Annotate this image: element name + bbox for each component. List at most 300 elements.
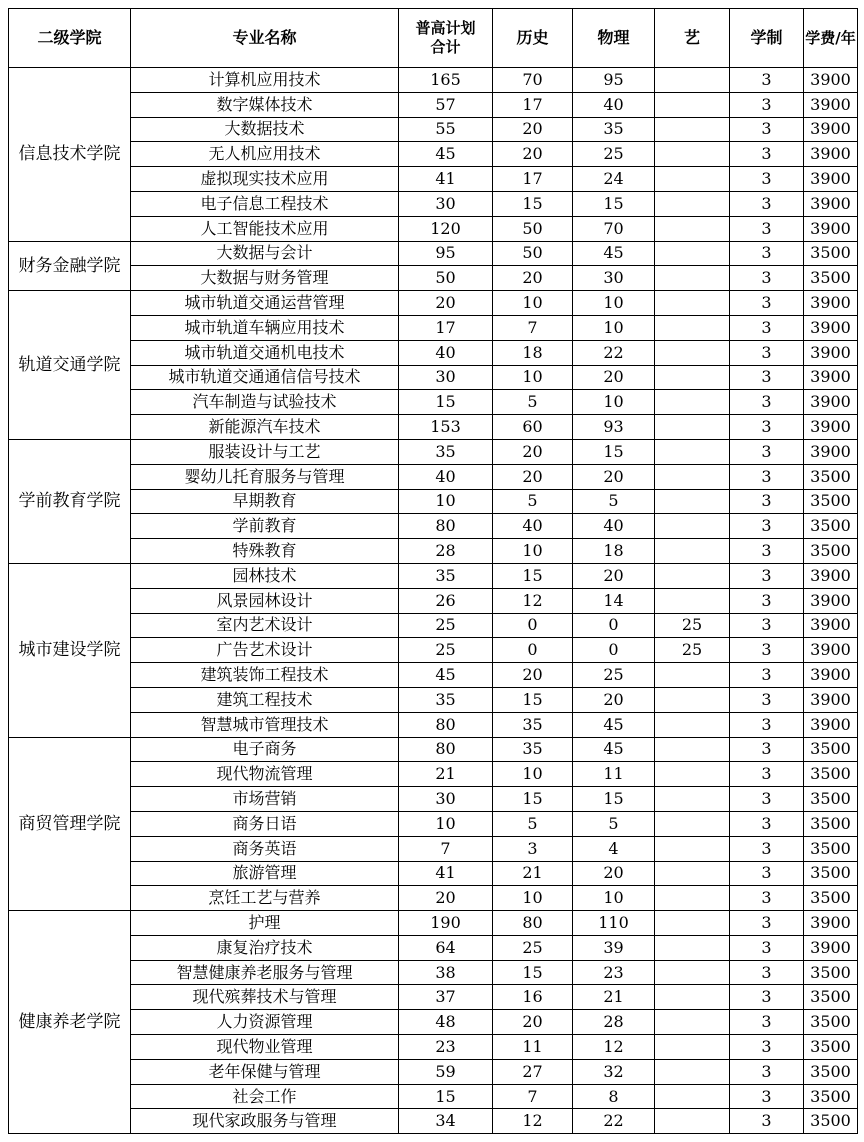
duration-cell: 3 bbox=[730, 935, 804, 960]
header-history: 历史 bbox=[493, 9, 573, 68]
major-cell: 老年保健与管理 bbox=[131, 1059, 399, 1084]
art-cell bbox=[655, 1059, 730, 1084]
history-cell: 35 bbox=[493, 712, 573, 737]
art-cell: 25 bbox=[655, 638, 730, 663]
duration-cell: 3 bbox=[730, 439, 804, 464]
table-row bbox=[9, 613, 858, 638]
tuition-cell: 3900 bbox=[804, 390, 858, 415]
art-cell bbox=[655, 464, 730, 489]
plan-total-cell: 10 bbox=[399, 489, 493, 514]
major-cell: 大数据技术 bbox=[131, 117, 399, 142]
table-row bbox=[9, 1059, 858, 1084]
history-cell: 25 bbox=[493, 935, 573, 960]
plan-total-cell: 26 bbox=[399, 588, 493, 613]
history-cell: 70 bbox=[493, 68, 573, 93]
physics-cell: 25 bbox=[573, 142, 655, 167]
art-cell bbox=[655, 960, 730, 985]
history-cell: 11 bbox=[493, 1035, 573, 1060]
plan-total-cell: 37 bbox=[399, 985, 493, 1010]
plan-total-cell: 165 bbox=[399, 68, 493, 93]
tuition-cell: 3900 bbox=[804, 663, 858, 688]
art-cell bbox=[655, 142, 730, 167]
duration-cell: 3 bbox=[730, 836, 804, 861]
physics-cell: 40 bbox=[573, 92, 655, 117]
plan-total-cell: 15 bbox=[399, 1084, 493, 1109]
tuition-cell: 3900 bbox=[804, 216, 858, 241]
art-cell bbox=[655, 167, 730, 192]
tuition-cell: 3500 bbox=[804, 1084, 858, 1109]
tuition-cell: 3500 bbox=[804, 241, 858, 266]
physics-cell: 5 bbox=[573, 811, 655, 836]
tuition-cell: 3900 bbox=[804, 365, 858, 390]
art-cell bbox=[655, 563, 730, 588]
plan-total-cell: 80 bbox=[399, 514, 493, 539]
plan-total-cell: 120 bbox=[399, 216, 493, 241]
duration-cell: 3 bbox=[730, 663, 804, 688]
art-cell bbox=[655, 1035, 730, 1060]
art-cell bbox=[655, 489, 730, 514]
header-major: 专业名称 bbox=[131, 9, 399, 68]
physics-cell: 35 bbox=[573, 117, 655, 142]
duration-cell: 3 bbox=[730, 638, 804, 663]
duration-cell: 3 bbox=[730, 960, 804, 985]
history-cell: 27 bbox=[493, 1059, 573, 1084]
plan-total-cell: 21 bbox=[399, 762, 493, 787]
major-cell: 汽车制造与试验技术 bbox=[131, 390, 399, 415]
major-cell: 城市轨道交通通信信号技术 bbox=[131, 365, 399, 390]
art-cell bbox=[655, 861, 730, 886]
table-row bbox=[9, 514, 858, 539]
art-cell bbox=[655, 687, 730, 712]
major-cell: 大数据与财务管理 bbox=[131, 266, 399, 291]
physics-cell: 10 bbox=[573, 315, 655, 340]
history-cell: 20 bbox=[493, 142, 573, 167]
duration-cell: 3 bbox=[730, 191, 804, 216]
table-row bbox=[9, 762, 858, 787]
art-cell bbox=[655, 836, 730, 861]
header-art: 艺 bbox=[655, 9, 730, 68]
physics-cell: 18 bbox=[573, 539, 655, 564]
history-cell: 10 bbox=[493, 886, 573, 911]
tuition-cell: 3500 bbox=[804, 811, 858, 836]
major-cell: 城市轨道交通机电技术 bbox=[131, 340, 399, 365]
duration-cell: 3 bbox=[730, 712, 804, 737]
history-cell: 12 bbox=[493, 588, 573, 613]
history-cell: 5 bbox=[493, 811, 573, 836]
college-cell: 城市建设学院 bbox=[9, 563, 131, 737]
physics-cell: 15 bbox=[573, 439, 655, 464]
physics-cell: 39 bbox=[573, 935, 655, 960]
duration-cell: 3 bbox=[730, 68, 804, 93]
history-cell: 20 bbox=[493, 663, 573, 688]
history-cell: 80 bbox=[493, 911, 573, 936]
plan-total-cell: 50 bbox=[399, 266, 493, 291]
plan-total-cell: 40 bbox=[399, 464, 493, 489]
art-cell bbox=[655, 291, 730, 316]
table-row bbox=[9, 539, 858, 564]
table-row bbox=[9, 464, 858, 489]
duration-cell: 3 bbox=[730, 762, 804, 787]
history-cell: 50 bbox=[493, 216, 573, 241]
physics-cell: 0 bbox=[573, 638, 655, 663]
tuition-cell: 3500 bbox=[804, 464, 858, 489]
tuition-cell: 3900 bbox=[804, 68, 858, 93]
table-row bbox=[9, 687, 858, 712]
table-row bbox=[9, 167, 858, 192]
duration-cell: 3 bbox=[730, 241, 804, 266]
duration-cell: 3 bbox=[730, 167, 804, 192]
plan-total-cell: 59 bbox=[399, 1059, 493, 1084]
art-cell bbox=[655, 811, 730, 836]
table-row bbox=[9, 191, 858, 216]
art-cell bbox=[655, 365, 730, 390]
physics-cell: 45 bbox=[573, 241, 655, 266]
physics-cell: 21 bbox=[573, 985, 655, 1010]
table-row bbox=[9, 92, 858, 117]
plan-total-cell: 80 bbox=[399, 712, 493, 737]
table-row bbox=[9, 985, 858, 1010]
header-plan-total bbox=[399, 9, 493, 68]
tuition-cell: 3900 bbox=[804, 439, 858, 464]
table-row bbox=[9, 315, 858, 340]
major-cell: 现代家政服务与管理 bbox=[131, 1109, 399, 1134]
table-row bbox=[9, 836, 858, 861]
tuition-cell: 3500 bbox=[804, 787, 858, 812]
art-cell bbox=[655, 68, 730, 93]
tuition-cell: 3500 bbox=[804, 1010, 858, 1035]
header-plan-line1: 普高计划 bbox=[415, 19, 476, 37]
physics-cell: 110 bbox=[573, 911, 655, 936]
history-cell: 40 bbox=[493, 514, 573, 539]
college-cell: 商贸管理学院 bbox=[9, 737, 131, 911]
header-physics: 物理 bbox=[573, 9, 655, 68]
art-cell bbox=[655, 191, 730, 216]
major-cell: 城市轨道车辆应用技术 bbox=[131, 315, 399, 340]
tuition-cell: 3900 bbox=[804, 638, 858, 663]
table-row bbox=[9, 241, 858, 266]
plan-total-cell: 10 bbox=[399, 811, 493, 836]
college-cell: 学前教育学院 bbox=[9, 439, 131, 563]
plan-total-cell: 30 bbox=[399, 787, 493, 812]
major-cell: 市场营销 bbox=[131, 787, 399, 812]
physics-cell: 15 bbox=[573, 191, 655, 216]
history-cell: 17 bbox=[493, 167, 573, 192]
duration-cell: 3 bbox=[730, 811, 804, 836]
plan-total-cell: 35 bbox=[399, 439, 493, 464]
art-cell bbox=[655, 415, 730, 440]
duration-cell: 3 bbox=[730, 291, 804, 316]
table-row bbox=[9, 935, 858, 960]
major-cell: 智慧城市管理技术 bbox=[131, 712, 399, 737]
duration-cell: 3 bbox=[730, 787, 804, 812]
duration-cell: 3 bbox=[730, 563, 804, 588]
college-cell: 财务金融学院 bbox=[9, 241, 131, 291]
history-cell: 10 bbox=[493, 291, 573, 316]
plan-total-cell: 95 bbox=[399, 241, 493, 266]
history-cell: 35 bbox=[493, 737, 573, 762]
history-cell: 20 bbox=[493, 117, 573, 142]
art-cell bbox=[655, 92, 730, 117]
history-cell: 18 bbox=[493, 340, 573, 365]
major-cell: 商务日语 bbox=[131, 811, 399, 836]
table-row bbox=[9, 886, 858, 911]
major-cell: 特殊教育 bbox=[131, 539, 399, 564]
table-row bbox=[9, 712, 858, 737]
major-cell: 婴幼儿托育服务与管理 bbox=[131, 464, 399, 489]
header-row bbox=[9, 9, 858, 68]
duration-cell: 3 bbox=[730, 415, 804, 440]
plan-total-cell: 190 bbox=[399, 911, 493, 936]
college-cell: 健康养老学院 bbox=[9, 911, 131, 1134]
plan-total-cell: 34 bbox=[399, 1109, 493, 1134]
physics-cell: 15 bbox=[573, 787, 655, 812]
history-cell: 17 bbox=[493, 92, 573, 117]
major-cell: 商务英语 bbox=[131, 836, 399, 861]
table-row bbox=[9, 1084, 858, 1109]
plan-total-cell: 35 bbox=[399, 687, 493, 712]
plan-total-cell: 38 bbox=[399, 960, 493, 985]
table-row bbox=[9, 68, 858, 93]
major-cell: 大数据与会计 bbox=[131, 241, 399, 266]
history-cell: 15 bbox=[493, 191, 573, 216]
duration-cell: 3 bbox=[730, 588, 804, 613]
plan-total-cell: 35 bbox=[399, 563, 493, 588]
plan-total-cell: 23 bbox=[399, 1035, 493, 1060]
duration-cell: 3 bbox=[730, 117, 804, 142]
enrollment-plan-table bbox=[8, 8, 858, 1134]
duration-cell: 3 bbox=[730, 390, 804, 415]
physics-cell: 11 bbox=[573, 762, 655, 787]
table-row bbox=[9, 340, 858, 365]
physics-cell: 14 bbox=[573, 588, 655, 613]
history-cell: 10 bbox=[493, 762, 573, 787]
tuition-cell: 3900 bbox=[804, 142, 858, 167]
history-cell: 15 bbox=[493, 687, 573, 712]
table-row bbox=[9, 588, 858, 613]
physics-cell: 20 bbox=[573, 464, 655, 489]
art-cell bbox=[655, 266, 730, 291]
plan-total-cell: 7 bbox=[399, 836, 493, 861]
duration-cell: 3 bbox=[730, 911, 804, 936]
duration-cell: 3 bbox=[730, 886, 804, 911]
table-row bbox=[9, 365, 858, 390]
table-row bbox=[9, 638, 858, 663]
table-row bbox=[9, 663, 858, 688]
art-cell bbox=[655, 737, 730, 762]
major-cell: 室内艺术设计 bbox=[131, 613, 399, 638]
major-cell: 康复治疗技术 bbox=[131, 935, 399, 960]
table-row bbox=[9, 142, 858, 167]
history-cell: 0 bbox=[493, 638, 573, 663]
header-college: 二级学院 bbox=[9, 9, 131, 68]
physics-cell: 22 bbox=[573, 340, 655, 365]
header-tuition: 学费/年 bbox=[804, 9, 858, 68]
tuition-cell: 3900 bbox=[804, 167, 858, 192]
history-cell: 3 bbox=[493, 836, 573, 861]
tuition-cell: 3900 bbox=[804, 687, 858, 712]
duration-cell: 3 bbox=[730, 340, 804, 365]
history-cell: 12 bbox=[493, 1109, 573, 1134]
table-header bbox=[9, 9, 858, 68]
history-cell: 10 bbox=[493, 539, 573, 564]
header-duration: 学制 bbox=[730, 9, 804, 68]
plan-total-cell: 153 bbox=[399, 415, 493, 440]
art-cell bbox=[655, 588, 730, 613]
duration-cell: 3 bbox=[730, 1059, 804, 1084]
tuition-cell: 3500 bbox=[804, 861, 858, 886]
physics-cell: 4 bbox=[573, 836, 655, 861]
duration-cell: 3 bbox=[730, 514, 804, 539]
major-cell: 服装设计与工艺 bbox=[131, 439, 399, 464]
history-cell: 7 bbox=[493, 1084, 573, 1109]
table-row bbox=[9, 489, 858, 514]
physics-cell: 8 bbox=[573, 1084, 655, 1109]
plan-total-cell: 41 bbox=[399, 167, 493, 192]
art-cell bbox=[655, 911, 730, 936]
table-row bbox=[9, 291, 858, 316]
plan-total-cell: 25 bbox=[399, 613, 493, 638]
physics-cell: 30 bbox=[573, 266, 655, 291]
major-cell: 社会工作 bbox=[131, 1084, 399, 1109]
tuition-cell: 3900 bbox=[804, 613, 858, 638]
duration-cell: 3 bbox=[730, 1084, 804, 1109]
table-row bbox=[9, 960, 858, 985]
tuition-cell: 3500 bbox=[804, 1109, 858, 1134]
major-cell: 城市轨道交通运营管理 bbox=[131, 291, 399, 316]
table-row bbox=[9, 911, 858, 936]
duration-cell: 3 bbox=[730, 315, 804, 340]
major-cell: 护理 bbox=[131, 911, 399, 936]
table-row bbox=[9, 1010, 858, 1035]
tuition-cell: 3500 bbox=[804, 539, 858, 564]
major-cell: 建筑装饰工程技术 bbox=[131, 663, 399, 688]
duration-cell: 3 bbox=[730, 92, 804, 117]
physics-cell: 0 bbox=[573, 613, 655, 638]
duration-cell: 3 bbox=[730, 142, 804, 167]
duration-cell: 3 bbox=[730, 365, 804, 390]
major-cell: 智慧健康养老服务与管理 bbox=[131, 960, 399, 985]
history-cell: 5 bbox=[493, 390, 573, 415]
art-cell bbox=[655, 663, 730, 688]
history-cell: 60 bbox=[493, 415, 573, 440]
art-cell bbox=[655, 390, 730, 415]
table-row bbox=[9, 216, 858, 241]
physics-cell: 10 bbox=[573, 390, 655, 415]
physics-cell: 70 bbox=[573, 216, 655, 241]
history-cell: 15 bbox=[493, 563, 573, 588]
tuition-cell: 3900 bbox=[804, 911, 858, 936]
major-cell: 新能源汽车技术 bbox=[131, 415, 399, 440]
physics-cell: 32 bbox=[573, 1059, 655, 1084]
duration-cell: 3 bbox=[730, 216, 804, 241]
history-cell: 10 bbox=[493, 365, 573, 390]
art-cell bbox=[655, 315, 730, 340]
table-row bbox=[9, 737, 858, 762]
table-row bbox=[9, 390, 858, 415]
duration-cell: 3 bbox=[730, 737, 804, 762]
art-cell bbox=[655, 712, 730, 737]
major-cell: 广告艺术设计 bbox=[131, 638, 399, 663]
art-cell bbox=[655, 439, 730, 464]
college-cell: 轨道交通学院 bbox=[9, 291, 131, 440]
duration-cell: 3 bbox=[730, 489, 804, 514]
physics-cell: 20 bbox=[573, 861, 655, 886]
physics-cell: 28 bbox=[573, 1010, 655, 1035]
plan-total-cell: 55 bbox=[399, 117, 493, 142]
physics-cell: 40 bbox=[573, 514, 655, 539]
art-cell bbox=[655, 241, 730, 266]
table-row bbox=[9, 439, 858, 464]
plan-total-cell: 45 bbox=[399, 663, 493, 688]
physics-cell: 24 bbox=[573, 167, 655, 192]
physics-cell: 20 bbox=[573, 365, 655, 390]
major-cell: 烹饪工艺与营养 bbox=[131, 886, 399, 911]
art-cell bbox=[655, 216, 730, 241]
plan-total-cell: 57 bbox=[399, 92, 493, 117]
tuition-cell: 3500 bbox=[804, 1035, 858, 1060]
tuition-cell: 3900 bbox=[804, 92, 858, 117]
major-cell: 旅游管理 bbox=[131, 861, 399, 886]
art-cell bbox=[655, 117, 730, 142]
history-cell: 20 bbox=[493, 439, 573, 464]
plan-total-cell: 30 bbox=[399, 191, 493, 216]
tuition-cell: 3900 bbox=[804, 588, 858, 613]
tuition-cell: 3500 bbox=[804, 737, 858, 762]
major-cell: 现代殡葬技术与管理 bbox=[131, 985, 399, 1010]
duration-cell: 3 bbox=[730, 266, 804, 291]
physics-cell: 10 bbox=[573, 886, 655, 911]
art-cell bbox=[655, 514, 730, 539]
tuition-cell: 3900 bbox=[804, 415, 858, 440]
physics-cell: 10 bbox=[573, 291, 655, 316]
art-cell bbox=[655, 886, 730, 911]
major-cell: 电子商务 bbox=[131, 737, 399, 762]
tuition-cell: 3900 bbox=[804, 340, 858, 365]
major-cell: 计算机应用技术 bbox=[131, 68, 399, 93]
table-row bbox=[9, 787, 858, 812]
art-cell bbox=[655, 787, 730, 812]
tuition-cell: 3900 bbox=[804, 291, 858, 316]
duration-cell: 3 bbox=[730, 1109, 804, 1134]
history-cell: 7 bbox=[493, 315, 573, 340]
major-cell: 人工智能技术应用 bbox=[131, 216, 399, 241]
tuition-cell: 3500 bbox=[804, 836, 858, 861]
plan-total-cell: 20 bbox=[399, 291, 493, 316]
duration-cell: 3 bbox=[730, 1035, 804, 1060]
duration-cell: 3 bbox=[730, 539, 804, 564]
tuition-cell: 3900 bbox=[804, 315, 858, 340]
table-row bbox=[9, 861, 858, 886]
major-cell: 建筑工程技术 bbox=[131, 687, 399, 712]
major-cell: 早期教育 bbox=[131, 489, 399, 514]
physics-cell: 95 bbox=[573, 68, 655, 93]
major-cell: 虚拟现实技术应用 bbox=[131, 167, 399, 192]
art-cell bbox=[655, 762, 730, 787]
tuition-cell: 3500 bbox=[804, 489, 858, 514]
physics-cell: 93 bbox=[573, 415, 655, 440]
art-cell bbox=[655, 985, 730, 1010]
major-cell: 人力资源管理 bbox=[131, 1010, 399, 1035]
physics-cell: 5 bbox=[573, 489, 655, 514]
table-row bbox=[9, 563, 858, 588]
history-cell: 16 bbox=[493, 985, 573, 1010]
tuition-cell: 3500 bbox=[804, 514, 858, 539]
plan-total-cell: 30 bbox=[399, 365, 493, 390]
plan-total-cell: 40 bbox=[399, 340, 493, 365]
major-cell: 园林技术 bbox=[131, 563, 399, 588]
tuition-cell: 3900 bbox=[804, 935, 858, 960]
plan-total-cell: 41 bbox=[399, 861, 493, 886]
